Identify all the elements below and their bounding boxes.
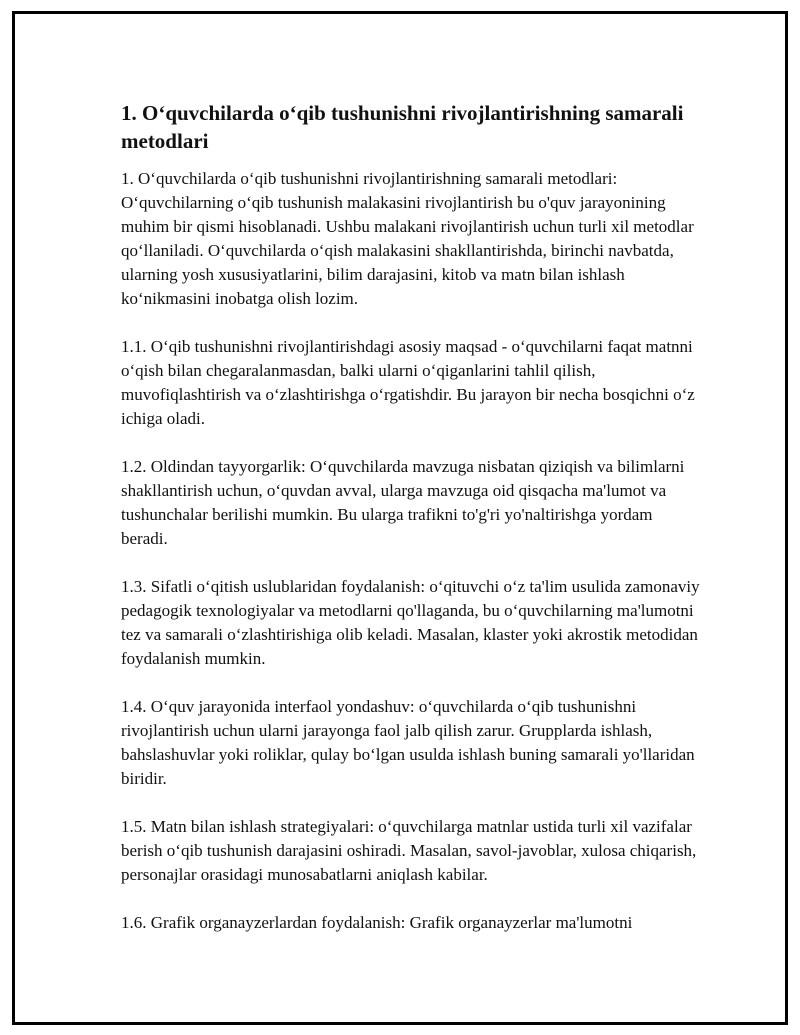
paragraph-1-2: 1.2. Oldindan tayyorgarlik: O‘quvchilarda mavzuga nisbatan qiziqish va bilimlarni shakllantirish uchun, o‘quvdan avval, ularga mavzuga oid qisqacha ma'lumot va tushunchalar berilishi mumkin. Bu ularga trafikni to'g'ri yo'naltirishga yordam beradi. xyxy=(121,457,685,548)
paragraph-1-3: 1.3. Sifatli o‘qitish uslublaridan foydalanish: o‘qituvchi o‘z ta'lim usulida zamonaviy pedagogik texnologiyalar va metodlarni qo'llaganda, bu o‘quvchilarning ma'lumotni tez va samarali o‘zlashtirishiga olib keladi. Masalan, klaster yoki akrostik metodidan foydalanish mumkin. xyxy=(121,577,700,668)
page-frame xyxy=(12,11,788,1025)
paragraph-intro: 1. O‘quvchilarda o‘qib tushunishni rivojlantirishning samarali metodlari: O‘quvchilarning o‘qib tushunish malakasini rivojlantirish bu o'quv jarayonining muhim bir qismi hisoblanadi. Ushbu malakani rivojlantirish uchun turli xil metodlar qo‘llaniladi. O‘quvchilarda o‘qish malakasini shakllantirishda, birinchi navbatda, ularning yosh xususiyatlarini, bilim darajasini, kitob va matn bilan ishlash ko‘nikmasini inobatga olish lozim. xyxy=(121,169,694,308)
paragraph-1-4: 1.4. O‘quv jarayonida interfaol yondashuv: o‘quvchilarda o‘qib tushunishni rivojlantirish uchun ularni jarayonga faol jalb qilish zarur. Grupplarda ishlash, bahslashuvlar yoki roliklar, qulay bo‘lgan usulda ishlash buning samarali yo'llaridan biridir. xyxy=(121,697,695,788)
paragraph-1-1: 1.1. O‘qib tushunishni rivojlantirishdagi asosiy maqsad - o‘quvchilarni faqat matnni o‘qish bilan chegaralanmasdan, balki ularni o‘qiganlarini tahlil qilish, muvofiqlashtirish va o‘zlashtirishga o‘rgatishdir. Bu jarayon bir necha bosqichni o‘z ichiga oladi. xyxy=(121,337,695,428)
document-body xyxy=(121,99,701,959)
paragraph-1-6: 1.6. Grafik organayzerlardan foydalanish: Grafik organayzerlar ma'lumotni xyxy=(121,913,633,932)
paragraph-1-5: 1.5. Matn bilan ishlash strategiyalari: o‘quvchilarga matnlar ustida turli xil vazifalar berish o‘qib tushunish darajasini oshiradi. Masalan, savol-javoblar, xulosa chiqarish, personajlar orasidagi munosabatlarni aniqlash kabilar. xyxy=(121,817,697,884)
document-title: 1. O‘quvchilarda o‘qib tushunishni rivojlantirishning samarali metodlari xyxy=(121,101,684,153)
